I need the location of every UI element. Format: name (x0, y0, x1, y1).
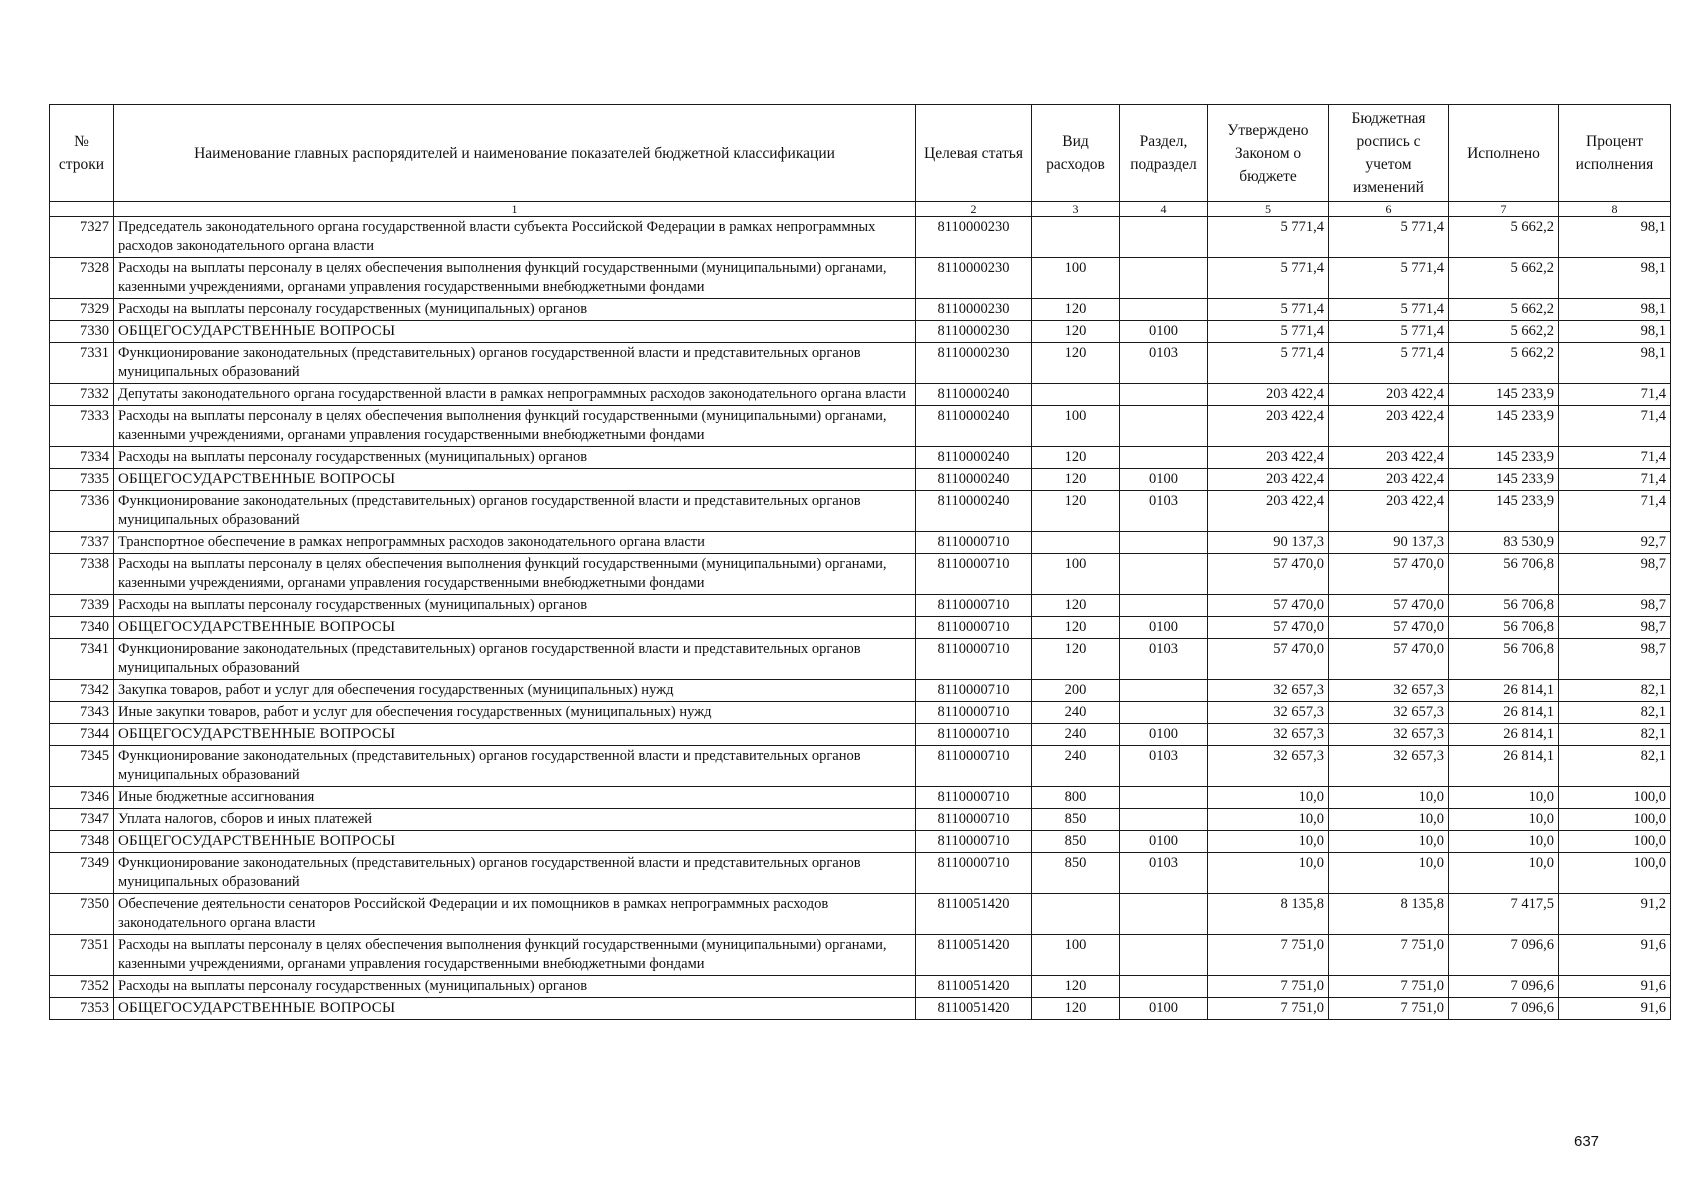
column-number: 4 (1120, 202, 1208, 217)
expense-type-cell: 120 (1032, 491, 1120, 532)
percent-cell: 91,6 (1559, 935, 1671, 976)
approved-cell: 5 771,4 (1208, 299, 1329, 321)
name-cell: ОБЩЕГОСУДАРСТВЕННЫЕ ВОПРОСЫ (114, 831, 916, 853)
expense-type-cell: 850 (1032, 831, 1120, 853)
target-article-cell: 8110051420 (916, 894, 1032, 935)
header-section: Раздел, подраздел (1120, 105, 1208, 202)
table-row (50, 406, 1671, 447)
table-row (50, 617, 1671, 639)
percent-cell: 100,0 (1559, 787, 1671, 809)
approved-cell: 7 751,0 (1208, 935, 1329, 976)
expense-type-cell: 100 (1032, 258, 1120, 299)
executed-cell: 26 814,1 (1449, 724, 1559, 746)
budget-painting-cell: 10,0 (1329, 787, 1449, 809)
executed-cell: 145 233,9 (1449, 469, 1559, 491)
row-number-cell: 7340 (50, 617, 114, 639)
target-article-cell: 8110000230 (916, 299, 1032, 321)
approved-cell: 10,0 (1208, 853, 1329, 894)
budget-painting-cell: 203 422,4 (1329, 447, 1449, 469)
executed-cell: 145 233,9 (1449, 384, 1559, 406)
table-row (50, 853, 1671, 894)
executed-cell: 56 706,8 (1449, 639, 1559, 680)
budget-painting-cell: 5 771,4 (1329, 258, 1449, 299)
budget-painting-cell: 203 422,4 (1329, 384, 1449, 406)
budget-painting-cell: 10,0 (1329, 809, 1449, 831)
executed-cell: 10,0 (1449, 853, 1559, 894)
target-article-cell: 8110000710 (916, 746, 1032, 787)
percent-cell: 98,1 (1559, 343, 1671, 384)
budget-painting-cell: 7 751,0 (1329, 935, 1449, 976)
expense-type-cell: 240 (1032, 746, 1120, 787)
executed-cell: 10,0 (1449, 809, 1559, 831)
percent-cell: 82,1 (1559, 680, 1671, 702)
section-cell: 0100 (1120, 469, 1208, 491)
section-cell: 0103 (1120, 491, 1208, 532)
table-row (50, 321, 1671, 343)
executed-cell: 145 233,9 (1449, 406, 1559, 447)
approved-cell: 32 657,3 (1208, 702, 1329, 724)
section-cell (1120, 447, 1208, 469)
section-cell (1120, 532, 1208, 554)
executed-cell: 10,0 (1449, 831, 1559, 853)
approved-cell: 5 771,4 (1208, 343, 1329, 384)
section-cell (1120, 702, 1208, 724)
name-cell: Депутаты законодательного органа государственной власти в рамках непрограммных расходов законодательного органа власти (114, 384, 916, 406)
target-article-cell: 8110000710 (916, 639, 1032, 680)
table-row (50, 469, 1671, 491)
table-row (50, 998, 1671, 1020)
row-number-cell: 7351 (50, 935, 114, 976)
target-article-cell: 8110000240 (916, 406, 1032, 447)
executed-cell: 56 706,8 (1449, 617, 1559, 639)
section-cell (1120, 217, 1208, 258)
executed-cell: 26 814,1 (1449, 746, 1559, 787)
expense-type-cell: 240 (1032, 724, 1120, 746)
header-expense-type: Вид расходов (1032, 105, 1120, 202)
target-article-cell: 8110051420 (916, 976, 1032, 998)
budget-painting-cell: 7 751,0 (1329, 998, 1449, 1020)
executed-cell: 83 530,9 (1449, 532, 1559, 554)
column-number: 1 (114, 202, 916, 217)
budget-painting-cell: 32 657,3 (1329, 680, 1449, 702)
row-number-cell: 7333 (50, 406, 114, 447)
column-number: 3 (1032, 202, 1120, 217)
executed-cell: 7 096,6 (1449, 935, 1559, 976)
executed-cell: 26 814,1 (1449, 702, 1559, 724)
name-cell: Расходы на выплаты персоналу государственных (муниципальных) органов (114, 976, 916, 998)
name-cell: ОБЩЕГОСУДАРСТВЕННЫЕ ВОПРОСЫ (114, 998, 916, 1020)
table-row (50, 976, 1671, 998)
approved-cell: 57 470,0 (1208, 639, 1329, 680)
expense-type-cell: 100 (1032, 935, 1120, 976)
row-number-cell: 7345 (50, 746, 114, 787)
section-cell: 0100 (1120, 321, 1208, 343)
executed-cell: 5 662,2 (1449, 343, 1559, 384)
executed-cell: 145 233,9 (1449, 491, 1559, 532)
budget-painting-cell: 57 470,0 (1329, 617, 1449, 639)
section-cell: 0103 (1120, 639, 1208, 680)
budget-painting-cell: 5 771,4 (1329, 299, 1449, 321)
expense-type-cell: 850 (1032, 853, 1120, 894)
name-cell: Расходы на выплаты персоналу в целях обеспечения выполнения функций государственными (муниципальными) органами, казенными учреждениями, органами управления государственными внебюджетными фондами (114, 406, 916, 447)
approved-cell: 203 422,4 (1208, 447, 1329, 469)
expense-type-cell: 200 (1032, 680, 1120, 702)
approved-cell: 8 135,8 (1208, 894, 1329, 935)
percent-cell: 98,1 (1559, 321, 1671, 343)
budget-painting-cell: 57 470,0 (1329, 554, 1449, 595)
percent-cell: 92,7 (1559, 532, 1671, 554)
percent-cell: 82,1 (1559, 724, 1671, 746)
expense-type-cell (1032, 532, 1120, 554)
percent-cell: 82,1 (1559, 702, 1671, 724)
percent-cell: 98,1 (1559, 258, 1671, 299)
header-budget-painting: Бюджетная роспись с учетом изменений (1329, 105, 1449, 202)
percent-cell: 100,0 (1559, 853, 1671, 894)
row-number-cell: 7327 (50, 217, 114, 258)
name-cell: Расходы на выплаты персоналу в целях обеспечения выполнения функций государственными (муниципальными) органами, казенными учреждениями, органами управления государственными внебюджетными фондами (114, 258, 916, 299)
column-number-blank (50, 202, 114, 217)
row-number-cell: 7339 (50, 595, 114, 617)
percent-cell: 91,6 (1559, 976, 1671, 998)
section-cell: 0100 (1120, 998, 1208, 1020)
section-cell (1120, 595, 1208, 617)
table-row (50, 680, 1671, 702)
row-number-cell: 7335 (50, 469, 114, 491)
table-body (50, 217, 1671, 1020)
row-number-cell: 7330 (50, 321, 114, 343)
name-cell: ОБЩЕГОСУДАРСТВЕННЫЕ ВОПРОСЫ (114, 724, 916, 746)
executed-cell: 7 096,6 (1449, 998, 1559, 1020)
row-number-cell: 7338 (50, 554, 114, 595)
budget-execution-table (49, 104, 1671, 1020)
expense-type-cell: 100 (1032, 406, 1120, 447)
target-article-cell: 8110000240 (916, 384, 1032, 406)
name-cell: Уплата налогов, сборов и иных платежей (114, 809, 916, 831)
approved-cell: 90 137,3 (1208, 532, 1329, 554)
executed-cell: 56 706,8 (1449, 595, 1559, 617)
row-number-cell: 7346 (50, 787, 114, 809)
section-cell (1120, 976, 1208, 998)
percent-cell: 98,1 (1559, 217, 1671, 258)
column-number: 8 (1559, 202, 1671, 217)
budget-painting-cell: 90 137,3 (1329, 532, 1449, 554)
row-number-cell: 7353 (50, 998, 114, 1020)
approved-cell: 10,0 (1208, 831, 1329, 853)
table-row (50, 595, 1671, 617)
header-target-article: Целевая статья (916, 105, 1032, 202)
executed-cell: 7 417,5 (1449, 894, 1559, 935)
expense-type-cell (1032, 384, 1120, 406)
table-row (50, 809, 1671, 831)
row-number-cell: 7328 (50, 258, 114, 299)
section-cell (1120, 680, 1208, 702)
executed-cell: 26 814,1 (1449, 680, 1559, 702)
target-article-cell: 8110000710 (916, 787, 1032, 809)
page-number: 637 (1574, 1133, 1600, 1150)
percent-cell: 100,0 (1559, 809, 1671, 831)
header-percent: Процент исполнения (1559, 105, 1671, 202)
executed-cell: 10,0 (1449, 787, 1559, 809)
executed-cell: 5 662,2 (1449, 258, 1559, 299)
header-approved: Утверждено Законом о бюджете (1208, 105, 1329, 202)
expense-type-cell: 800 (1032, 787, 1120, 809)
expense-type-cell: 120 (1032, 595, 1120, 617)
name-cell: ОБЩЕГОСУДАРСТВЕННЫЕ ВОПРОСЫ (114, 469, 916, 491)
approved-cell: 203 422,4 (1208, 491, 1329, 532)
executed-cell: 145 233,9 (1449, 447, 1559, 469)
expense-type-cell: 120 (1032, 998, 1120, 1020)
budget-painting-cell: 5 771,4 (1329, 321, 1449, 343)
budget-painting-cell: 5 771,4 (1329, 343, 1449, 384)
row-number-cell: 7343 (50, 702, 114, 724)
table-row (50, 258, 1671, 299)
name-cell: Иные бюджетные ассигнования (114, 787, 916, 809)
expense-type-cell: 120 (1032, 976, 1120, 998)
target-article-cell: 8110000710 (916, 532, 1032, 554)
name-cell: Функционирование законодательных (представительных) органов государственной власти и представительных органов муниципальных образований (114, 343, 916, 384)
name-cell: Функционирование законодательных (представительных) органов государственной власти и представительных органов муниципальных образований (114, 853, 916, 894)
name-cell: Иные закупки товаров, работ и услуг для обеспечения государственных (муниципальных) нужд (114, 702, 916, 724)
budget-painting-cell: 57 470,0 (1329, 639, 1449, 680)
expense-type-cell (1032, 894, 1120, 935)
approved-cell: 32 657,3 (1208, 746, 1329, 787)
section-cell: 0103 (1120, 853, 1208, 894)
table-row (50, 491, 1671, 532)
approved-cell: 32 657,3 (1208, 724, 1329, 746)
approved-cell: 5 771,4 (1208, 217, 1329, 258)
budget-painting-cell: 203 422,4 (1329, 406, 1449, 447)
executed-cell: 56 706,8 (1449, 554, 1559, 595)
table-row (50, 384, 1671, 406)
approved-cell: 203 422,4 (1208, 406, 1329, 447)
budget-painting-cell: 5 771,4 (1329, 217, 1449, 258)
budget-painting-cell: 32 657,3 (1329, 724, 1449, 746)
name-cell: Расходы на выплаты персоналу государственных (муниципальных) органов (114, 299, 916, 321)
column-number: 6 (1329, 202, 1449, 217)
section-cell: 0103 (1120, 343, 1208, 384)
percent-cell: 71,4 (1559, 406, 1671, 447)
budget-painting-cell: 10,0 (1329, 853, 1449, 894)
expense-type-cell: 120 (1032, 343, 1120, 384)
table-row (50, 447, 1671, 469)
name-cell: ОБЩЕГОСУДАРСТВЕННЫЕ ВОПРОСЫ (114, 321, 916, 343)
header-row (50, 105, 1671, 202)
row-number-cell: 7334 (50, 447, 114, 469)
table-row (50, 532, 1671, 554)
expense-type-cell: 120 (1032, 299, 1120, 321)
target-article-cell: 8110000710 (916, 680, 1032, 702)
percent-cell: 71,4 (1559, 384, 1671, 406)
row-number-cell: 7336 (50, 491, 114, 532)
executed-cell: 5 662,2 (1449, 299, 1559, 321)
row-number-cell: 7350 (50, 894, 114, 935)
expense-type-cell: 120 (1032, 469, 1120, 491)
budget-painting-cell: 203 422,4 (1329, 491, 1449, 532)
approved-cell: 32 657,3 (1208, 680, 1329, 702)
target-article-cell: 8110051420 (916, 935, 1032, 976)
approved-cell: 5 771,4 (1208, 321, 1329, 343)
name-cell: Расходы на выплаты персоналу в целях обеспечения выполнения функций государственными (муниципальными) органами, казенными учреждениями, органами управления государственными внебюджетными фондами (114, 935, 916, 976)
column-number-row (50, 202, 1671, 217)
target-article-cell: 8110000240 (916, 491, 1032, 532)
section-cell: 0100 (1120, 617, 1208, 639)
name-cell: Расходы на выплаты персоналу в целях обеспечения выполнения функций государственными (муниципальными) органами, казенными учреждениями, органами управления государственными внебюджетными фондами (114, 554, 916, 595)
column-number: 5 (1208, 202, 1329, 217)
section-cell (1120, 258, 1208, 299)
percent-cell: 91,2 (1559, 894, 1671, 935)
header-row-number: № строки (50, 105, 114, 202)
expense-type-cell: 120 (1032, 447, 1120, 469)
target-article-cell: 8110000230 (916, 343, 1032, 384)
header-name: Наименование главных распорядителей и наименование показателей бюджетной классификации (114, 105, 916, 202)
section-cell: 0103 (1120, 746, 1208, 787)
column-number: 7 (1449, 202, 1559, 217)
target-article-cell: 8110051420 (916, 998, 1032, 1020)
approved-cell: 5 771,4 (1208, 258, 1329, 299)
approved-cell: 203 422,4 (1208, 384, 1329, 406)
percent-cell: 98,7 (1559, 617, 1671, 639)
row-number-cell: 7331 (50, 343, 114, 384)
section-cell: 0100 (1120, 831, 1208, 853)
name-cell: Закупка товаров, работ и услуг для обеспечения государственных (муниципальных) нужд (114, 680, 916, 702)
name-cell: ОБЩЕГОСУДАРСТВЕННЫЕ ВОПРОСЫ (114, 617, 916, 639)
expense-type-cell: 120 (1032, 617, 1120, 639)
table-row (50, 894, 1671, 935)
table-row (50, 935, 1671, 976)
executed-cell: 7 096,6 (1449, 976, 1559, 998)
row-number-cell: 7329 (50, 299, 114, 321)
expense-type-cell: 120 (1032, 321, 1120, 343)
table-row (50, 787, 1671, 809)
approved-cell: 10,0 (1208, 809, 1329, 831)
approved-cell: 10,0 (1208, 787, 1329, 809)
approved-cell: 7 751,0 (1208, 998, 1329, 1020)
target-article-cell: 8110000240 (916, 469, 1032, 491)
percent-cell: 82,1 (1559, 746, 1671, 787)
budget-painting-cell: 8 135,8 (1329, 894, 1449, 935)
row-number-cell: 7332 (50, 384, 114, 406)
target-article-cell: 8110000710 (916, 809, 1032, 831)
percent-cell: 98,1 (1559, 299, 1671, 321)
target-article-cell: 8110000710 (916, 702, 1032, 724)
column-number: 2 (916, 202, 1032, 217)
name-cell: Председатель законодательного органа государственной власти субъекта Российской Федерации в рамках непрограммных расходов законодательного органа власти (114, 217, 916, 258)
budget-painting-cell: 57 470,0 (1329, 595, 1449, 617)
name-cell: Функционирование законодательных (представительных) органов государственной власти и представительных органов муниципальных образований (114, 491, 916, 532)
name-cell: Функционирование законодательных (представительных) органов государственной власти и представительных органов муниципальных образований (114, 639, 916, 680)
target-article-cell: 8110000710 (916, 724, 1032, 746)
executed-cell: 5 662,2 (1449, 217, 1559, 258)
percent-cell: 71,4 (1559, 447, 1671, 469)
budget-painting-cell: 10,0 (1329, 831, 1449, 853)
budget-painting-cell: 32 657,3 (1329, 746, 1449, 787)
section-cell (1120, 299, 1208, 321)
approved-cell: 57 470,0 (1208, 617, 1329, 639)
table-row (50, 299, 1671, 321)
table-row (50, 639, 1671, 680)
section-cell (1120, 406, 1208, 447)
approved-cell: 57 470,0 (1208, 554, 1329, 595)
target-article-cell: 8110000710 (916, 617, 1032, 639)
row-number-cell: 7344 (50, 724, 114, 746)
percent-cell: 98,7 (1559, 554, 1671, 595)
name-cell: Функционирование законодательных (представительных) органов государственной власти и представительных органов муниципальных образований (114, 746, 916, 787)
target-article-cell: 8110000240 (916, 447, 1032, 469)
target-article-cell: 8110000710 (916, 595, 1032, 617)
target-article-cell: 8110000710 (916, 554, 1032, 595)
percent-cell: 100,0 (1559, 831, 1671, 853)
header-executed: Исполнено (1449, 105, 1559, 202)
row-number-cell: 7347 (50, 809, 114, 831)
section-cell (1120, 894, 1208, 935)
expense-type-cell: 850 (1032, 809, 1120, 831)
row-number-cell: 7352 (50, 976, 114, 998)
name-cell: Обеспечение деятельности сенаторов Российской Федерации и их помощников в рамках непрограммных расходов законодательного органа власти (114, 894, 916, 935)
table-row (50, 702, 1671, 724)
table-row (50, 343, 1671, 384)
target-article-cell: 8110000230 (916, 217, 1032, 258)
section-cell (1120, 935, 1208, 976)
table-row (50, 746, 1671, 787)
name-cell: Транспортное обеспечение в рамках непрограммных расходов законодательного органа власти (114, 532, 916, 554)
budget-painting-cell: 203 422,4 (1329, 469, 1449, 491)
target-article-cell: 8110000230 (916, 321, 1032, 343)
name-cell: Расходы на выплаты персоналу государственных (муниципальных) органов (114, 447, 916, 469)
percent-cell: 98,7 (1559, 595, 1671, 617)
row-number-cell: 7337 (50, 532, 114, 554)
target-article-cell: 8110000710 (916, 853, 1032, 894)
approved-cell: 57 470,0 (1208, 595, 1329, 617)
executed-cell: 5 662,2 (1449, 321, 1559, 343)
section-cell (1120, 554, 1208, 595)
row-number-cell: 7348 (50, 831, 114, 853)
percent-cell: 98,7 (1559, 639, 1671, 680)
row-number-cell: 7349 (50, 853, 114, 894)
expense-type-cell: 120 (1032, 639, 1120, 680)
percent-cell: 71,4 (1559, 491, 1671, 532)
expense-type-cell: 100 (1032, 554, 1120, 595)
table-row (50, 217, 1671, 258)
section-cell (1120, 384, 1208, 406)
table-row (50, 724, 1671, 746)
target-article-cell: 8110000710 (916, 831, 1032, 853)
percent-cell: 71,4 (1559, 469, 1671, 491)
percent-cell: 91,6 (1559, 998, 1671, 1020)
budget-painting-cell: 32 657,3 (1329, 702, 1449, 724)
expense-type-cell (1032, 217, 1120, 258)
name-cell: Расходы на выплаты персоналу государственных (муниципальных) органов (114, 595, 916, 617)
budget-painting-cell: 7 751,0 (1329, 976, 1449, 998)
section-cell: 0100 (1120, 724, 1208, 746)
approved-cell: 7 751,0 (1208, 976, 1329, 998)
expense-type-cell: 240 (1032, 702, 1120, 724)
section-cell (1120, 787, 1208, 809)
section-cell (1120, 809, 1208, 831)
row-number-cell: 7341 (50, 639, 114, 680)
row-number-cell: 7342 (50, 680, 114, 702)
table-row (50, 831, 1671, 853)
target-article-cell: 8110000230 (916, 258, 1032, 299)
approved-cell: 203 422,4 (1208, 469, 1329, 491)
table-row (50, 554, 1671, 595)
